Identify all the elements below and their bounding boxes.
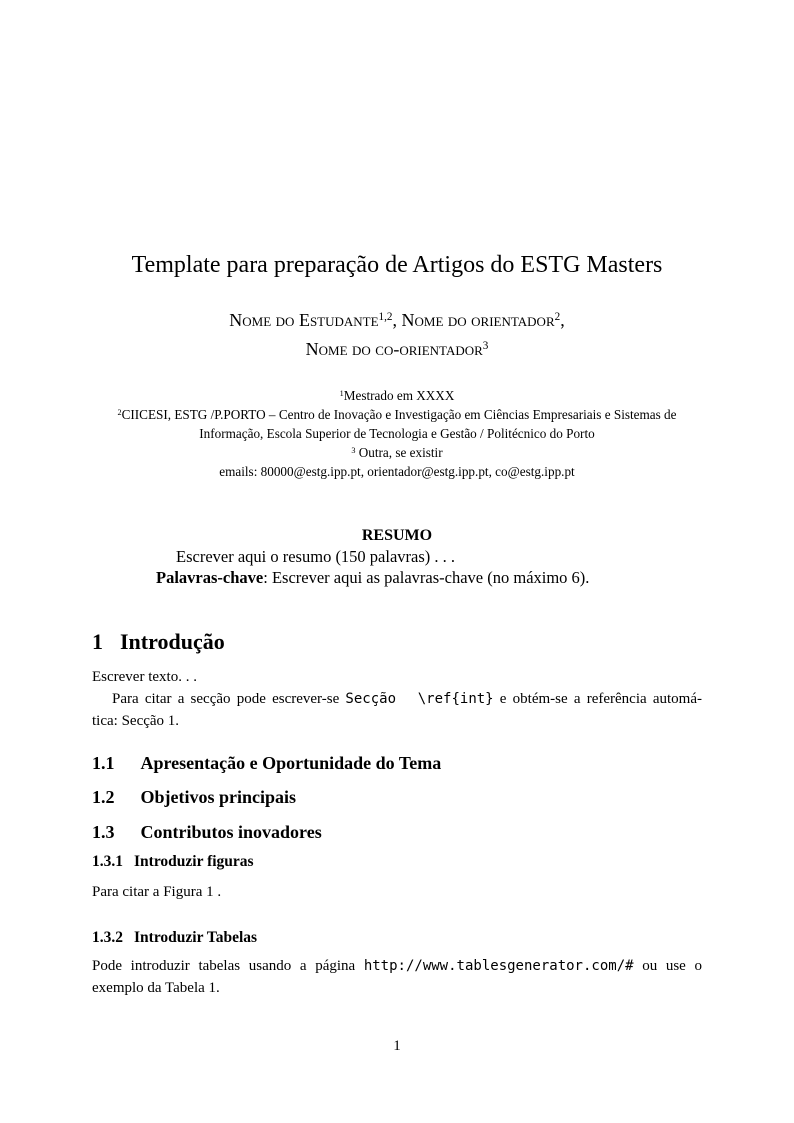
author-name-advisor: Nome do orientador bbox=[401, 310, 555, 330]
abstract-heading: RESUMO bbox=[361, 527, 433, 544]
author-separator: , bbox=[392, 310, 402, 330]
affiliation-line-3 bbox=[92, 443, 702, 462]
tables-paragraph bbox=[92, 955, 702, 999]
section-heading-1 bbox=[92, 626, 702, 658]
intro-paragraph-2-line-2: tica: Secção 1. bbox=[92, 713, 180, 729]
affiliation-text-1: Mestrado em XXXX bbox=[343, 388, 455, 403]
affiliation-line-1 bbox=[92, 386, 702, 405]
section-number: 1 bbox=[92, 629, 103, 654]
authors-line bbox=[137, 306, 657, 364]
tables-text-before-url: Pode introduzir tabelas usando a página bbox=[92, 958, 364, 974]
subsection-heading-1-1 bbox=[92, 750, 702, 776]
author-name-student: Nome do Estudante bbox=[229, 310, 379, 330]
subsection-number: 1.1 bbox=[92, 753, 115, 773]
author-name-coadvisor: Nome do co-orientador bbox=[305, 339, 483, 359]
paper-title: Template para preparação de Artigos do ESTG Masters bbox=[131, 252, 663, 278]
intro-text-before-code: Para citar a secção pode escrever-se bbox=[112, 691, 346, 707]
tables-text-after-url: ou use o bbox=[633, 958, 702, 974]
intro-paragraph-2-line-1 bbox=[92, 688, 702, 710]
subsection-heading-1-3 bbox=[92, 819, 702, 845]
affiliation-superscript-2: 2 bbox=[117, 407, 122, 417]
tables-url-code: http://www.tablesgenerator.com/# bbox=[363, 958, 634, 974]
subsection-title: Objetivos principais bbox=[140, 787, 297, 807]
intro-text-after-code: e obtém-se a referência automá- bbox=[493, 691, 702, 707]
subsection-title: Contributos inovadores bbox=[140, 822, 322, 842]
affiliation-superscript-3: 3 bbox=[351, 445, 356, 455]
author-superscript-coadvisor: 3 bbox=[482, 340, 489, 353]
section-title: Introdução bbox=[120, 629, 225, 654]
author-superscript-advisor: 2 bbox=[554, 311, 561, 324]
subsection-title: Apresentação e Oportunidade do Tema bbox=[140, 753, 442, 773]
page-number: 1 bbox=[393, 1038, 401, 1054]
author-superscript-student: 1,2 bbox=[378, 311, 393, 324]
subsubsection-number: 1.3.1 bbox=[92, 853, 123, 870]
figures-paragraph: Para citar a Figura 1 . bbox=[92, 884, 222, 900]
tables-paragraph-line-1 bbox=[92, 955, 702, 977]
affiliation-text-3: Outra, se existir bbox=[355, 445, 443, 460]
keywords-line bbox=[156, 567, 638, 588]
subsubsection-title: Introduzir figuras bbox=[134, 853, 254, 870]
abstract-body-text: Escrever aqui o resumo (150 palavras) . . . bbox=[176, 547, 456, 566]
tables-paragraph-line-2: exemplo da Tabela 1. bbox=[92, 980, 220, 996]
subsection-number: 1.3 bbox=[92, 822, 115, 842]
latex-ref-code: Secção \ref{int} bbox=[345, 691, 494, 707]
abstract-block bbox=[156, 546, 638, 588]
subsubsection-heading-1-3-2 bbox=[92, 927, 702, 949]
subsection-number: 1.2 bbox=[92, 787, 115, 807]
intro-paragraph-2 bbox=[92, 688, 702, 732]
author-separator: , bbox=[560, 310, 565, 330]
affiliations-block bbox=[92, 386, 702, 481]
subsubsection-number: 1.3.2 bbox=[92, 929, 123, 946]
intro-paragraph-1: Escrever texto. . . bbox=[92, 669, 197, 685]
keywords-text: : Escrever aqui as palavras-chave (no máximo 6). bbox=[263, 568, 590, 587]
subsection-heading-1-2 bbox=[92, 784, 702, 810]
emails-line: emails: 80000@estg.ipp.pt, orientador@estg.ipp.pt, co@estg.ipp.pt bbox=[219, 464, 575, 479]
affiliation-line-2 bbox=[92, 405, 702, 443]
affiliation-text-2: CIICESI, ESTG /P.PORTO – Centro de Inovação e Investigação em Ciências Empresariais e Sistemas de Informação, Escola Superior de Tecnologia e Gestão / Politécnico do Porto bbox=[121, 407, 677, 441]
keywords-label: Palavras-chave bbox=[156, 568, 264, 587]
affiliation-superscript-1: 1 bbox=[339, 388, 344, 398]
subsubsection-heading-1-3-1 bbox=[92, 851, 702, 873]
subsubsection-title: Introduzir Tabelas bbox=[134, 929, 258, 946]
